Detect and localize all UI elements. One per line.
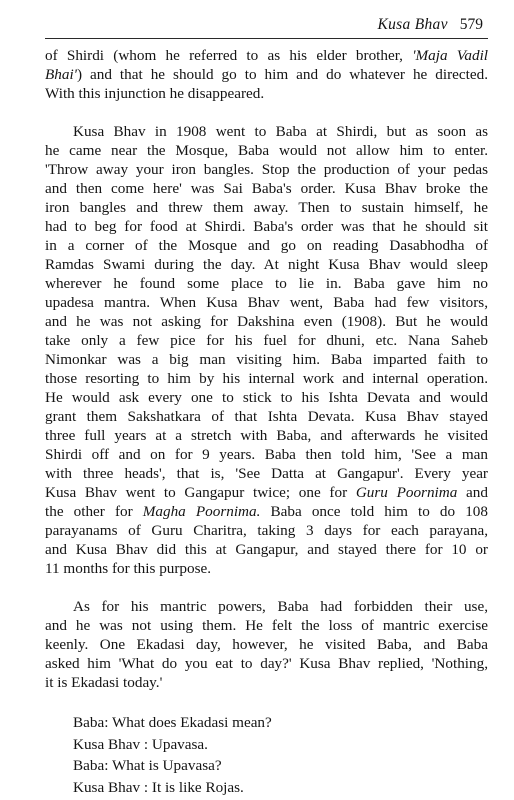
- text-line: with three heads', that is, 'See Datta at Gangapur'. Every year: [45, 465, 488, 482]
- text-line: parayanams of Guru Charitra, taking 3 days for each parayana,: [45, 522, 488, 539]
- text-line: it is Ekadasi today.': [45, 674, 163, 691]
- text-line: Nimonkar was a big man visiting him. Baba imparted faith to: [45, 351, 488, 368]
- text-line: As for his mantric powers, Baba had forbidden their use,: [73, 598, 488, 615]
- text-line: grant them Sakshatkara of that Ishta Devata. Kusa Bhav stayed: [45, 408, 488, 425]
- text-line: and then come here' was Sai Baba's order. Kusa Bhav broke the: [45, 180, 488, 197]
- text-line: Kusa Bhav went to Gangapur twice; one for Guru Poornima and: [45, 484, 488, 501]
- text-line: take only a few pice for his fuel for dhuni, etc. Nana Saheb: [45, 332, 488, 349]
- text-line: Bhai') and that he should go to him and do whatever he directed.: [45, 66, 488, 83]
- running-header: [377, 15, 483, 35]
- text-line: Kusa Bhav in 1908 went to Baba at Shirdi, but as soon as: [73, 123, 488, 140]
- text-line: and he was not using them. He felt the loss of mantric exercise: [45, 617, 488, 634]
- text-line: asked him 'What do you eat to day?' Kusa Bhav replied, 'Nothing,: [45, 655, 488, 672]
- italic-text: 'Maja Vadil: [412, 47, 488, 64]
- italic-text: Bhai': [45, 66, 77, 83]
- text-line: With this injunction he disappeared.: [45, 85, 265, 102]
- text-line: 'Throw away your iron bangles. Stop the production of your pedas: [45, 161, 488, 178]
- dialogue-line: Kusa Bhav : Upavasa.: [73, 736, 208, 753]
- text-line: keenly. One Ekadasi day, however, he visited Baba, and Baba: [45, 636, 488, 653]
- text-line: those resorting to him by his internal work and internal operation.: [45, 370, 488, 387]
- text-line: He would ask every one to stick to his Ishta Devata and would: [45, 389, 488, 406]
- header-rule: [45, 38, 488, 39]
- text-line: Ramdas Swami during the day. At night Kusa Bhav would sleep: [45, 256, 488, 273]
- text-line: he came near the Mosque, Baba would not allow him to enter.: [45, 142, 488, 159]
- text-line: three full years at a stretch with Baba, and afterwards he visited: [45, 427, 488, 444]
- italic-text: Magha Poornima.: [142, 503, 261, 520]
- running-title: Kusa Bhav: [377, 16, 448, 33]
- text-line: in a corner of the Mosque and go on reading Dasabhodha of: [45, 237, 488, 254]
- text-line: upadesa mantra. When Kusa Bhav went, Baba had few visitors,: [45, 294, 488, 311]
- text-line: the other for Magha Poornima. Baba once told him to do 108: [45, 503, 488, 520]
- text-line: and he was not asking for Dakshina even (1908). But he would: [45, 313, 488, 330]
- dialogue-line: Kusa Bhav : It is like Rojas.: [73, 779, 244, 796]
- text-line: had to beg for food at Shirdi. Baba's order was that he should sit: [45, 218, 488, 235]
- text-line: iron bangles and threw them away. Then to sustain himself, he: [45, 199, 488, 216]
- text-line: 11 months for this purpose.: [45, 560, 212, 577]
- dialogue-line: Baba: What is Upavasa?: [73, 757, 222, 774]
- text-line: Shirdi off and on for 9 years. Baba then told him, 'See a man: [45, 446, 488, 463]
- page-number: 579: [459, 16, 483, 33]
- text-line: of Shirdi (whom he referred to as his elder brother, 'Maja Vadil: [45, 47, 488, 64]
- italic-text: Guru Poornima: [355, 484, 458, 501]
- text-line: wherever he found some place to lie in. Baba gave him no: [45, 275, 488, 292]
- text-line: and Kusa Bhav did this at Gangapur, and stayed there for 10 or: [45, 541, 488, 558]
- dialogue-line: Baba: What does Ekadasi mean?: [73, 714, 272, 731]
